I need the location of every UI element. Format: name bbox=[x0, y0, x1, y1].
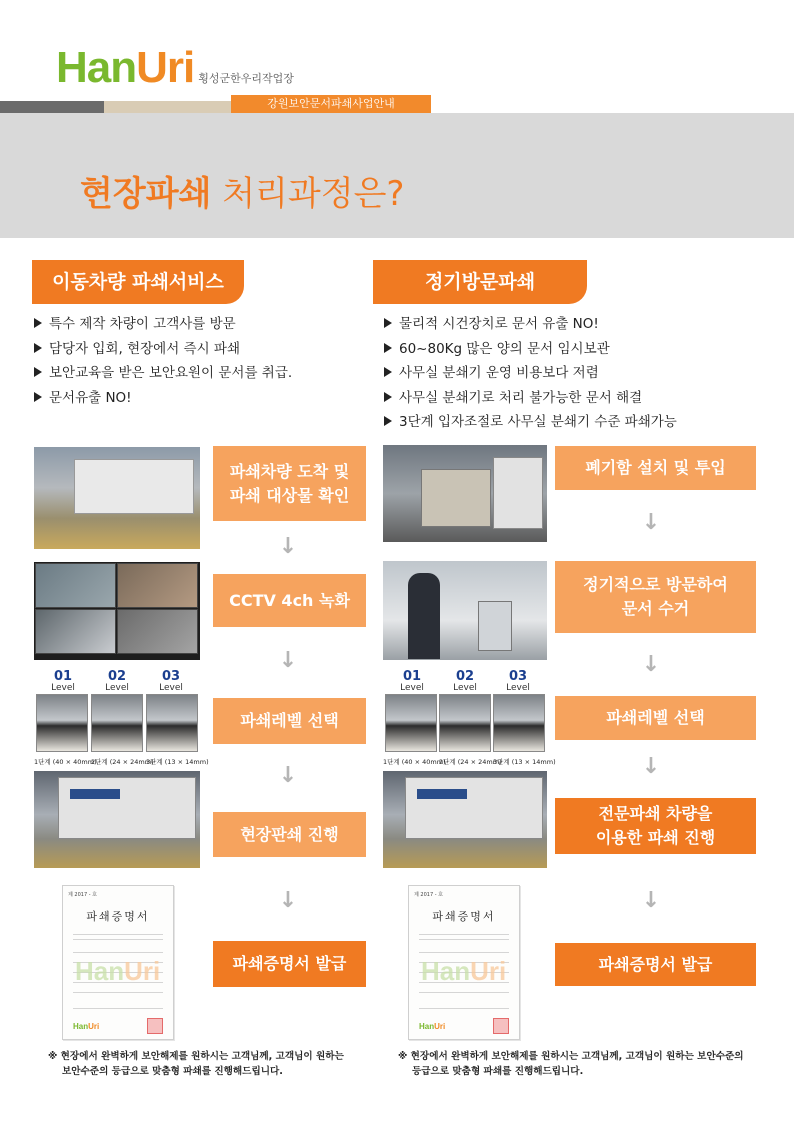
step-left-1: 파쇄차량 도착 및 파쇄 대상물 확인 bbox=[213, 446, 366, 521]
triangle-bullet-icon bbox=[384, 367, 392, 377]
photo-cctv-monitor bbox=[34, 562, 200, 660]
list-item: 특수 제작 차량이 고객사를 방문 bbox=[34, 312, 292, 337]
certificate-watermark: HanUri bbox=[421, 956, 507, 986]
list-item: 사무실 분쇄기로 처리 불가능한 문서 해결 bbox=[384, 386, 677, 411]
level-label: 01 Level bbox=[400, 669, 424, 693]
certificate-number: 제 2017 - 호 bbox=[414, 892, 443, 898]
level-caption: 1단계 (40 × 40mm) bbox=[34, 758, 97, 766]
arrow-down-icon: ↓ bbox=[641, 754, 661, 779]
arrow-down-icon: ↓ bbox=[278, 534, 298, 559]
arrow-down-icon: ↓ bbox=[278, 888, 298, 913]
logo-wordmark: HanUri bbox=[56, 43, 195, 92]
header-tag: 강원보안문서파쇄사업안내 bbox=[231, 95, 431, 113]
footnote-left: ※ 현장에서 완벽하게 보안해제를 원하시는 고객님께, 고객님이 원하는 보안수준의 등급으로 맞춤형 파쇄를 진행해드립니다. bbox=[48, 1051, 344, 1077]
level-caption: 2단계 (24 × 24mm) bbox=[91, 758, 154, 766]
triangle-bullet-icon bbox=[384, 392, 392, 402]
page-title bbox=[80, 173, 404, 215]
triangle-bullet-icon bbox=[34, 392, 42, 402]
arrow-down-icon: ↓ bbox=[641, 888, 661, 913]
step-right-2: 정기적으로 방문하여 문서 수거 bbox=[555, 561, 756, 633]
header-bar-dark bbox=[0, 101, 104, 113]
shred-levels-left bbox=[34, 669, 209, 766]
level-3-image bbox=[146, 694, 198, 752]
list-item: 문서유출 NO! bbox=[34, 386, 292, 411]
level-label: 02 Level bbox=[105, 669, 129, 693]
step-left-3: 파쇄레벨 선택 bbox=[213, 698, 366, 744]
seal-stamp-icon bbox=[147, 1018, 163, 1034]
level-label: 03 Level bbox=[159, 669, 183, 693]
list-item: 담당자 입회, 현장에서 즉시 파쇄 bbox=[34, 337, 292, 362]
step-right-4: 전문파쇄 차량을 이용한 파쇄 진행 bbox=[555, 798, 756, 854]
level-2-image bbox=[91, 694, 143, 752]
step-left-5: 파쇄증명서 발급 bbox=[213, 941, 366, 987]
level-caption: 1단계 (40 × 40mm) bbox=[383, 758, 446, 766]
arrow-down-icon: ↓ bbox=[641, 652, 661, 677]
triangle-bullet-icon bbox=[384, 343, 392, 353]
triangle-bullet-icon bbox=[34, 367, 42, 377]
photo-disposal-box bbox=[383, 445, 547, 542]
triangle-bullet-icon bbox=[34, 343, 42, 353]
step-left-4: 현장판쇄 진행 bbox=[213, 812, 366, 857]
certificate-title: 파쇄증명서 bbox=[86, 910, 150, 923]
photo-truck-arrival bbox=[34, 447, 200, 549]
level-1-image bbox=[36, 694, 88, 752]
section-tab-mobile-service: 이동차량 파쇄서비스 bbox=[32, 260, 244, 304]
certificate-number: 제 2017 - 호 bbox=[68, 892, 97, 898]
list-item: 3단계 입자조절로 사무실 분쇄기 수준 파쇄가능 bbox=[384, 410, 677, 435]
list-item: 물리적 시건장치로 문서 유출 NO! bbox=[384, 312, 677, 337]
hanuri-logo bbox=[56, 43, 294, 92]
triangle-bullet-icon bbox=[34, 318, 42, 328]
right-bullet-list bbox=[384, 312, 677, 435]
step-left-2: CCTV 4ch 녹화 bbox=[213, 574, 366, 627]
level-1-image bbox=[385, 694, 437, 752]
shred-levels-right bbox=[383, 669, 556, 766]
logo-subtitle: 횡성군한우리작업장 bbox=[198, 72, 294, 85]
step-right-1: 폐기함 설치 및 투입 bbox=[555, 446, 756, 490]
title-banner bbox=[0, 113, 794, 238]
certificate-logo: HanUri bbox=[73, 1022, 100, 1031]
page-title-highlight: 현장파쇄 bbox=[80, 174, 212, 214]
level-label: 02 Level bbox=[453, 669, 477, 693]
certificate-logo: HanUri bbox=[419, 1022, 446, 1031]
header-bar-light bbox=[104, 101, 231, 113]
level-caption: 2단계 (24 × 24mm) bbox=[439, 758, 502, 766]
arrow-down-icon: ↓ bbox=[278, 648, 298, 673]
certificate-left bbox=[62, 885, 174, 1040]
step-right-5: 파쇄증명서 발급 bbox=[555, 943, 756, 986]
certificate-right bbox=[408, 885, 520, 1040]
level-label: 03 Level bbox=[506, 669, 530, 693]
certificate-title: 파쇄증명서 bbox=[432, 910, 496, 923]
seal-stamp-icon bbox=[493, 1018, 509, 1034]
list-item: 60~80Kg 많은 양의 문서 임시보관 bbox=[384, 337, 677, 362]
list-item: 보안교육을 받은 보안요원이 문서를 취급. bbox=[34, 361, 292, 386]
triangle-bullet-icon bbox=[384, 318, 392, 328]
certificate-watermark: HanUri bbox=[75, 956, 161, 986]
list-item: 사무실 분쇄기 운영 비용보다 저렴 bbox=[384, 361, 677, 386]
level-caption: 3단계 (13 × 14mm) bbox=[146, 758, 209, 766]
arrow-down-icon: ↓ bbox=[278, 763, 298, 788]
level-3-image bbox=[493, 694, 545, 752]
photo-shredding-truck bbox=[383, 771, 547, 868]
page-title-rest: 처리과정은? bbox=[222, 174, 405, 214]
step-right-3: 파쇄레벨 선택 bbox=[555, 696, 756, 740]
photo-document-collection bbox=[383, 561, 547, 660]
level-label: 01 Level bbox=[51, 669, 75, 693]
level-2-image bbox=[439, 694, 491, 752]
photo-onsite-shredding bbox=[34, 771, 200, 868]
left-bullet-list bbox=[34, 312, 292, 410]
footnote-right: ※ 현장에서 완벽하게 보안해제를 원하시는 고객님께, 고객님이 원하는 보안수준의 등급으로 맞춤형 파쇄를 진행해드립니다. bbox=[398, 1051, 744, 1077]
triangle-bullet-icon bbox=[384, 416, 392, 426]
arrow-down-icon: ↓ bbox=[641, 510, 661, 535]
level-caption: 3단계 (13 × 14mm) bbox=[493, 758, 556, 766]
section-tab-regular-visit: 정기방문파쇄 bbox=[373, 260, 587, 304]
